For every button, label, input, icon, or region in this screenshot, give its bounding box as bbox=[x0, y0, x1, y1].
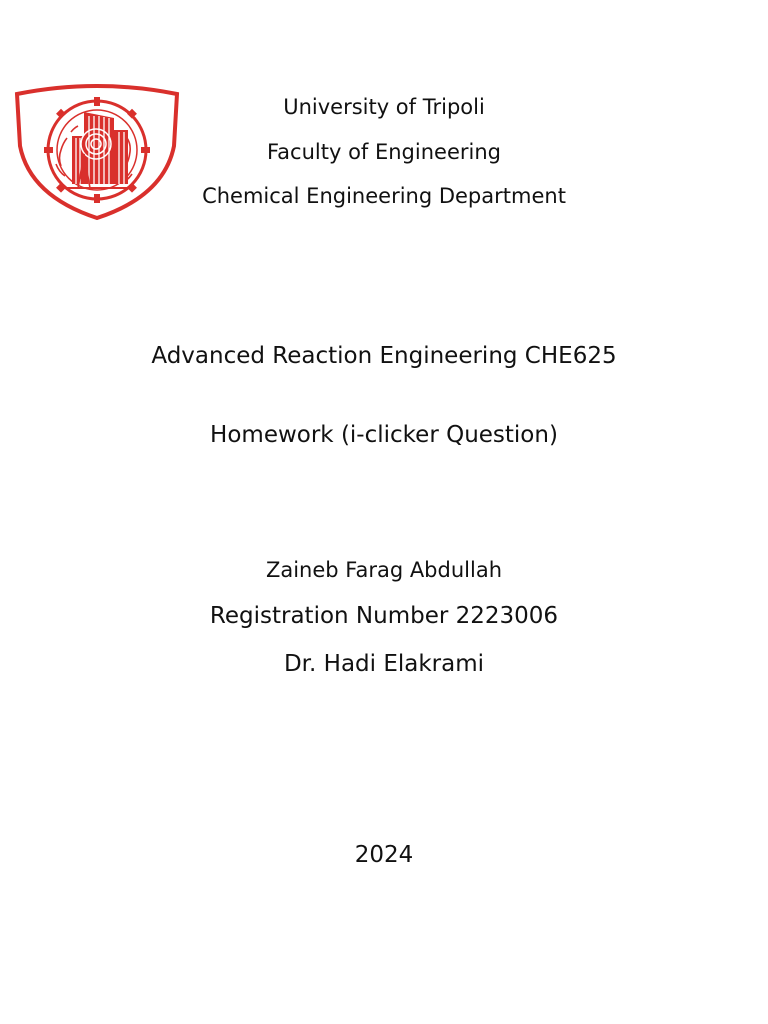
course-title: Advanced Reaction Engineering CHE625 bbox=[151, 343, 617, 369]
department-name: Chemical Engineering Department bbox=[202, 184, 566, 208]
year: 2024 bbox=[354, 842, 414, 868]
assignment-title: Homework (i-clicker Question) bbox=[210, 422, 558, 448]
university-name: University of Tripoli bbox=[283, 95, 485, 119]
student-name: Zaineb Farag Abdullah bbox=[265, 558, 503, 582]
registration-number: Registration Number 2223006 bbox=[209, 603, 559, 629]
instructor-name: Dr. Hadi Elakrami bbox=[283, 651, 485, 677]
faculty-name: Faculty of Engineering bbox=[267, 140, 501, 164]
